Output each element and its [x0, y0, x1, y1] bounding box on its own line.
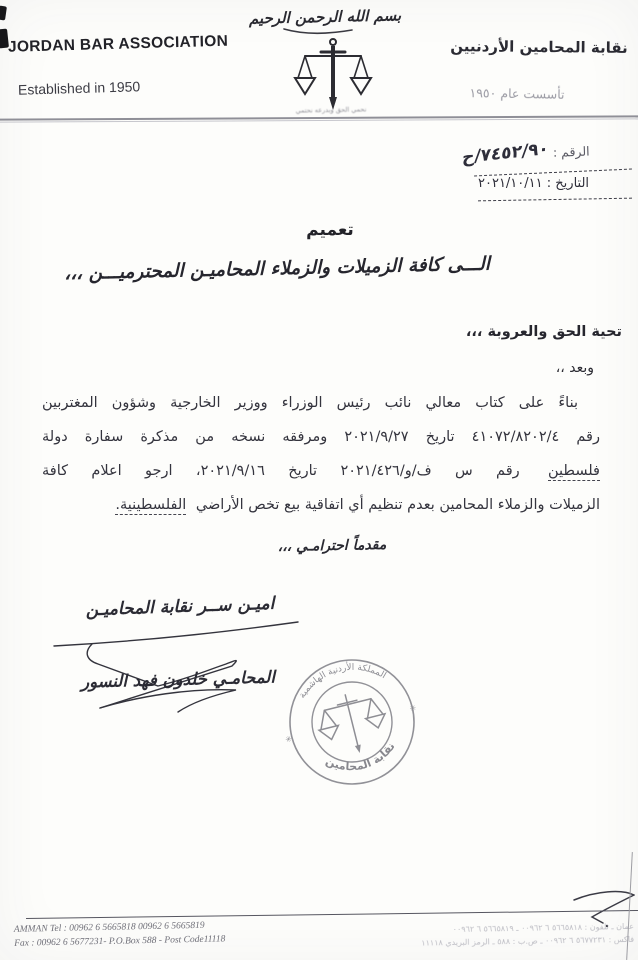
svg-text:نقابة المحامين	[321, 738, 401, 781]
stamp-bottom-text: نقابة المحامين	[323, 740, 398, 774]
date-value: ٢٠٢١/١٠/١١	[478, 176, 543, 191]
reference-number-line	[461, 138, 633, 169]
body-line-text: رقم س ف/و/٢٠٢١/٤٢٦ تاريخ ٢٠٢١/٩/١٦، ارجو اعلام كافة	[42, 463, 520, 479]
signatory-title: اميـن ســر نقابة المحاميـن	[85, 593, 275, 621]
underlined-word-palestine: فلسطين	[548, 463, 600, 479]
addressee-line: الـــى كافة الزميلات والزملاء المحاميـن المحترميـــن ،،،	[64, 253, 491, 285]
letter-title: تعميم	[306, 220, 354, 240]
stamp-top-text: المملكة الأردنية الهاشمية	[297, 662, 388, 701]
greeting-line: تحية الحق والعروبة ،،،	[465, 324, 622, 340]
established-english: Established in 1950	[17, 78, 141, 98]
footer-contact-arabic	[388, 920, 634, 950]
closing-line: مقدماً احترامـي ،،،	[277, 537, 387, 555]
header-divider	[0, 115, 638, 122]
footer-fax-english: Fax : 00962 6 5677231- P.O.Box 588 - Post Code11118	[14, 934, 226, 949]
bismillah-text: بسم الله الرحمن الرحيم	[248, 6, 402, 28]
opening-word: وبعد ،،	[555, 360, 594, 376]
date-label: التاريخ :	[546, 176, 590, 191]
scales-of-justice-icon	[293, 36, 373, 114]
established-arabic: تأسست عام ١٩٥٠	[469, 85, 565, 102]
stamp-star-left: ✳	[284, 734, 294, 745]
body-line: بناءً على كتاب معالي نائب رئيس الوزراء ووزير الخارجية وشؤون المغتربين	[42, 395, 578, 411]
svg-text:المملكة الأردنية الهاشمية	[292, 652, 389, 702]
body-line-text: الزميلات والزملاء المحامين بعدم تنظيم أي اتفاقية بيع تخص الأراضي	[195, 497, 600, 513]
signatory-name: المحامـي خلدون فهد النسور	[80, 667, 276, 692]
logo-motto-text: نحمي الحق وبدرعه نحتمي	[295, 105, 367, 115]
date-line	[478, 176, 630, 191]
body-line	[42, 488, 600, 522]
org-name-english: JORDAN BAR ASSOCIATION	[7, 32, 229, 56]
footer-phone-english: AMMAN Tel : 00962 6 5665818 00962 6 5665819	[13, 920, 205, 935]
footer-phone-arabic: عمان ـ تلفون : ٥٦٦٥٨١٨ ٦ ٠٠٩٦٢ ـ ٥٦٦٥٨١٩ ٦ ٠٠٩٦٢	[452, 921, 634, 935]
date-underline	[478, 198, 632, 202]
underlined-word-palestinian: الفلسطينية.	[115, 497, 187, 513]
org-name-arabic: نقابة المحامين الأردنيين	[450, 37, 628, 57]
reference-number-value: ٧٤٥٢/٩٠/ح	[461, 138, 550, 169]
footer-divider	[26, 910, 638, 919]
body-line: رقم ٤١٠٧٢/٨٢٠٢/٤ تاريخ ٢٠٢١/٩/٢٧ ومرفقه نسخه من مذكرة سفارة دولة	[42, 429, 600, 445]
body-paragraph	[42, 386, 600, 522]
scan-artifact-mark	[0, 6, 7, 21]
footer-fax-arabic: فاكس : ٥٦٧٧٢٣١ ٦ ٠٠٩٦٢ ـ ص.ب : ٥٨٨ ـ الرمز البريدي ١١١١٨	[421, 934, 635, 948]
reference-number-label: الرقم :	[552, 143, 590, 160]
stamp-star-right: ✳	[408, 703, 418, 714]
footer-contact-english	[14, 917, 285, 951]
body-line	[42, 454, 600, 488]
